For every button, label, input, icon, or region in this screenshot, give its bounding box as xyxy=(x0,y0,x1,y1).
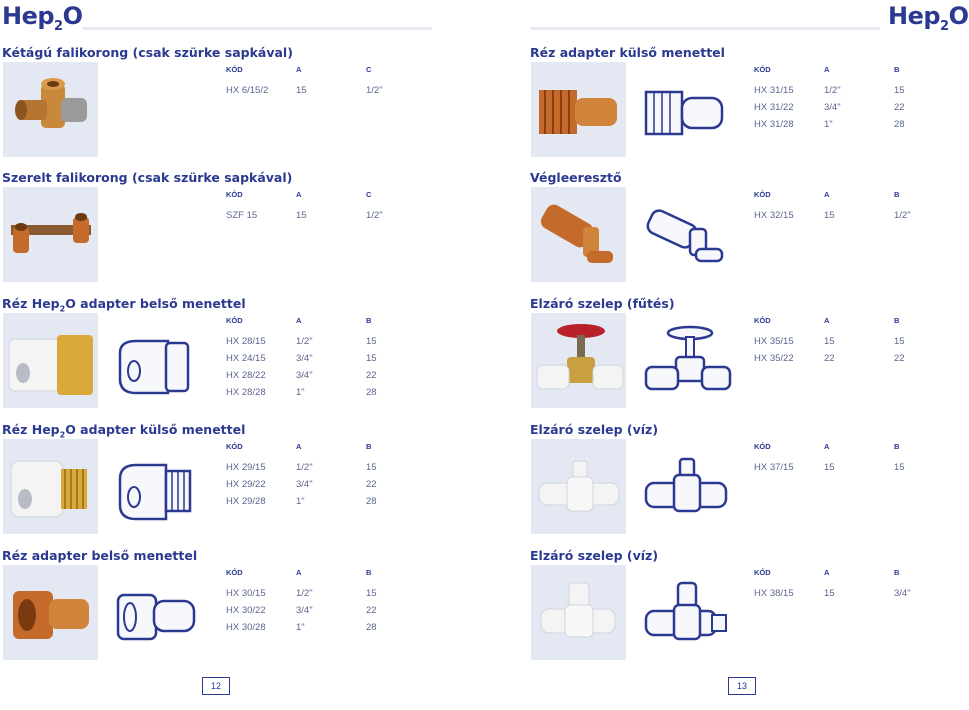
page-number-right: 13 xyxy=(728,677,756,695)
col-header-kod: KÓD xyxy=(754,190,771,199)
table-cell-kod: HX 31/28 xyxy=(754,119,794,130)
header-rule-left xyxy=(82,27,432,30)
product-drawing-adapter-female xyxy=(110,313,205,408)
col-header-kod: KÓD xyxy=(226,190,243,199)
product-photo-brass-female xyxy=(3,565,98,660)
section-title: Kétágú falikorong (csak szürke sapkával) xyxy=(2,45,293,60)
table-cell-kod: HX 28/22 xyxy=(226,370,266,381)
section-hx-37 xyxy=(528,422,958,542)
section-hx-6-15-2 xyxy=(0,45,430,165)
section-title: Réz adapter belső menettel xyxy=(2,548,198,563)
table-cell-a: 1" xyxy=(296,622,305,633)
table-cell-a: 3/4" xyxy=(296,605,313,616)
section-hx-29 xyxy=(0,422,430,542)
col-header-kod: KÓD xyxy=(226,568,243,577)
col-header-a: A xyxy=(296,442,302,451)
col-header-kod: KÓD xyxy=(754,316,771,325)
product-photo-wall-bracket xyxy=(3,187,98,282)
section-title: Elzáró szelep (víz) xyxy=(530,422,659,437)
table-cell-b: 15 xyxy=(894,462,905,473)
table-cell-kod: HX 28/28 xyxy=(226,387,266,398)
table-cell-b: 22 xyxy=(366,479,377,490)
table-cell-kod: HX 35/15 xyxy=(754,336,794,347)
section-hx-30 xyxy=(0,548,430,668)
col-header-c: C xyxy=(366,65,372,74)
col-header-a: A xyxy=(296,568,302,577)
product-drawing-brass-male xyxy=(638,62,733,157)
col-header-c: C xyxy=(366,190,372,199)
product-drawing-brass-female xyxy=(110,565,205,660)
table-cell-kod: HX 37/15 xyxy=(754,462,794,473)
table-cell-b: 3/4" xyxy=(894,588,911,599)
table-cell-kod: HX 30/22 xyxy=(226,605,266,616)
table-cell-a: 3/4" xyxy=(296,353,313,364)
col-header-a: A xyxy=(296,316,302,325)
table-cell-kod: HX 29/28 xyxy=(226,496,266,507)
product-drawing-adapter-male xyxy=(110,439,205,534)
table-cell-a: 1" xyxy=(824,119,833,130)
section-szf-15 xyxy=(0,170,430,290)
table-cell-b: 15 xyxy=(894,336,905,347)
col-header-a: A xyxy=(824,190,830,199)
table-cell-b: 15 xyxy=(366,462,377,473)
table-cell-a: 3/4" xyxy=(296,479,313,490)
table-cell-a: 15 xyxy=(824,462,835,473)
col-header-a: A xyxy=(824,442,830,451)
product-photo-water-valve-threaded xyxy=(531,565,626,660)
table-cell-a: 3/4" xyxy=(296,370,313,381)
section-title: Réz Hep$_2$O adapter külső menettel xyxy=(2,422,246,440)
product-photo-twin-wall-plate xyxy=(3,62,98,157)
table-cell-a: 3/4" xyxy=(824,102,841,113)
table-cell-b: 22 xyxy=(894,102,905,113)
table-cell-kod: HX 6/15/2 xyxy=(226,85,269,96)
table-cell-a: 15 xyxy=(824,588,835,599)
brand-logo-right: Hep$_2$O xyxy=(888,2,969,34)
product-drawing-water-valve-inline xyxy=(638,439,733,534)
col-header-a: A xyxy=(824,568,830,577)
product-photo-water-valve-inline xyxy=(531,439,626,534)
table-cell-kod: HX 31/15 xyxy=(754,85,794,96)
col-header-b: B xyxy=(366,316,372,325)
table-cell-b: 28 xyxy=(894,119,905,130)
col-header-a: A xyxy=(824,65,830,74)
table-cell-kod: HX 29/22 xyxy=(226,479,266,490)
product-drawing-heating-valve xyxy=(638,313,733,408)
col-header-kod: KÓD xyxy=(754,442,771,451)
col-header-a: A xyxy=(824,316,830,325)
table-cell-a: 1/2" xyxy=(296,462,313,473)
col-header-b: B xyxy=(894,65,900,74)
col-header-b: B xyxy=(894,190,900,199)
section-hx-28 xyxy=(0,296,430,416)
table-cell-b: 22 xyxy=(894,353,905,364)
table-cell-b: 28 xyxy=(366,496,377,507)
product-photo-adapter-male xyxy=(3,439,98,534)
col-header-kod: KÓD xyxy=(754,568,771,577)
table-cell-kod: HX 29/15 xyxy=(226,462,266,473)
table-cell-kod: HX 31/22 xyxy=(754,102,794,113)
table-cell-c: 1/2" xyxy=(366,85,383,96)
section-title: Elzáró szelep (fűtés) xyxy=(530,296,675,311)
table-cell-kod: HX 28/15 xyxy=(226,336,266,347)
table-cell-kod: HX 30/28 xyxy=(226,622,266,633)
table-cell-kod: SZF 15 xyxy=(226,210,258,221)
col-header-a: A xyxy=(296,65,302,74)
table-cell-b: 28 xyxy=(366,387,377,398)
col-header-kod: KÓD xyxy=(226,316,243,325)
section-hx-35 xyxy=(528,296,958,416)
table-cell-a: 15 xyxy=(824,336,835,347)
col-header-b: B xyxy=(366,442,372,451)
col-header-kod: KÓD xyxy=(754,65,771,74)
table-cell-c: 1/2" xyxy=(366,210,383,221)
table-cell-a: 15 xyxy=(824,210,835,221)
col-header-b: B xyxy=(894,442,900,451)
table-cell-kod: HX 24/15 xyxy=(226,353,266,364)
table-cell-a: 15 xyxy=(296,210,307,221)
section-hx-38 xyxy=(528,548,958,668)
col-header-kod: KÓD xyxy=(226,65,243,74)
col-header-b: B xyxy=(894,316,900,325)
table-cell-a: 1" xyxy=(296,387,305,398)
product-drawing-water-valve-threaded xyxy=(638,565,733,660)
table-cell-kod: HX 35/22 xyxy=(754,353,794,364)
table-cell-kod: HX 32/15 xyxy=(754,210,794,221)
section-title: Elzáró szelep (víz) xyxy=(530,548,659,563)
brand-logo-left: Hep$_2$O xyxy=(2,2,83,34)
table-cell-b: 22 xyxy=(366,370,377,381)
header-rule-right xyxy=(530,27,880,30)
table-cell-b: 22 xyxy=(366,605,377,616)
table-cell-b: 15 xyxy=(366,336,377,347)
table-cell-kod: HX 30/15 xyxy=(226,588,266,599)
section-title: Réz adapter külső menettel xyxy=(530,45,725,60)
table-cell-b: 15 xyxy=(366,353,377,364)
product-photo-adapter-female xyxy=(3,313,98,408)
section-hx-32 xyxy=(528,170,958,290)
table-cell-a: 22 xyxy=(824,353,835,364)
table-cell-a: 1/2" xyxy=(296,588,313,599)
table-cell-b: 15 xyxy=(366,588,377,599)
section-title: Végleeresztő xyxy=(530,170,622,185)
section-title: Szerelt falikorong (csak szürke sapkával) xyxy=(2,170,293,185)
product-photo-brass-male xyxy=(531,62,626,157)
table-cell-b: 1/2" xyxy=(894,210,911,221)
table-cell-b: 28 xyxy=(366,622,377,633)
table-cell-a: 15 xyxy=(296,85,307,96)
section-hx-31 xyxy=(528,45,958,165)
table-cell-a: 1" xyxy=(296,496,305,507)
section-title: Réz Hep$_2$O adapter belső menettel xyxy=(2,296,246,314)
col-header-a: A xyxy=(296,190,302,199)
page-number-left: 12 xyxy=(202,677,230,695)
product-drawing-drain-cock xyxy=(638,187,733,282)
col-header-b: B xyxy=(894,568,900,577)
product-photo-drain-cock xyxy=(531,187,626,282)
table-cell-a: 1/2" xyxy=(296,336,313,347)
col-header-b: B xyxy=(366,568,372,577)
table-cell-a: 1/2" xyxy=(824,85,841,96)
col-header-kod: KÓD xyxy=(226,442,243,451)
product-photo-heating-valve xyxy=(531,313,626,408)
table-cell-kod: HX 38/15 xyxy=(754,588,794,599)
table-cell-b: 15 xyxy=(894,85,905,96)
